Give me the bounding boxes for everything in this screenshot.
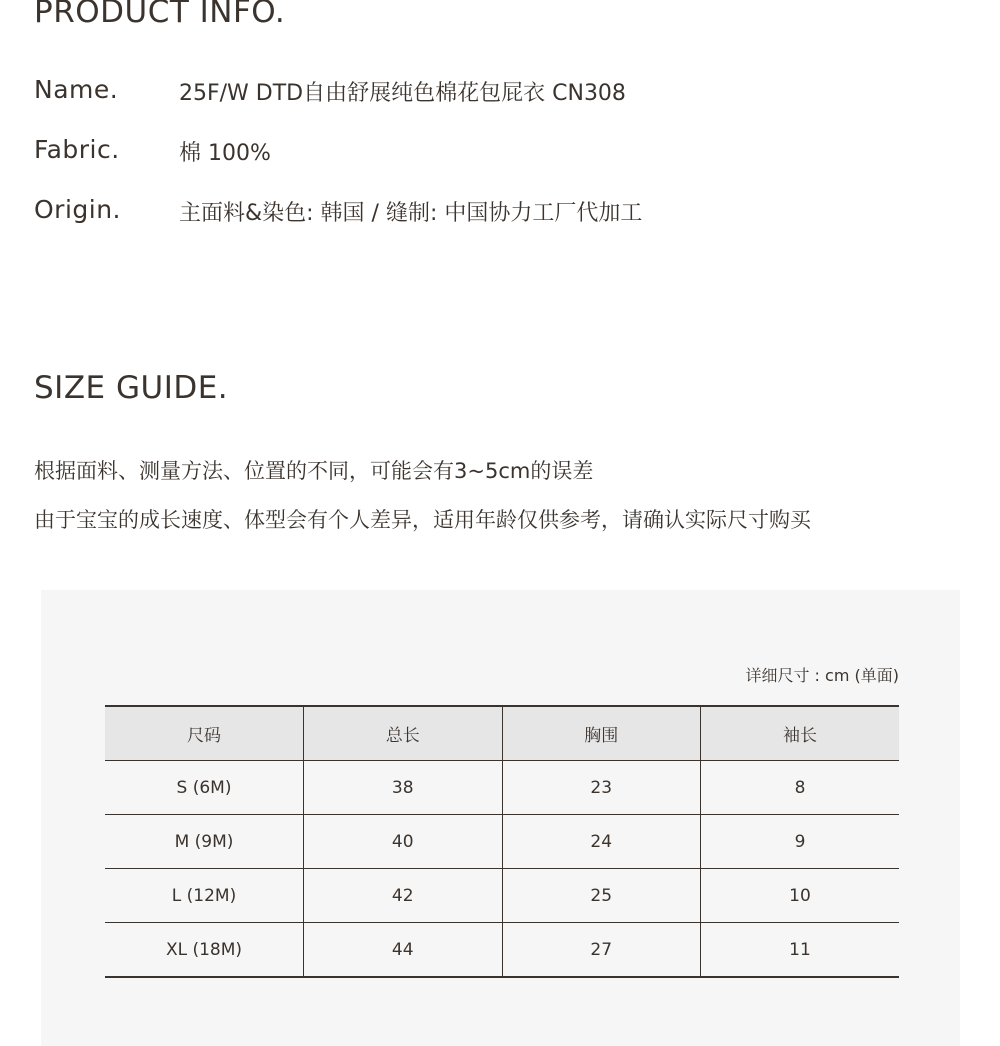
table-row [105,869,899,923]
chest-cell: 24 [502,815,701,869]
sleeve-length-cell: 10 [701,869,900,923]
sleeve-length-cell: 9 [701,815,900,869]
total-length-cell: 44 [304,923,503,978]
table-row [105,815,899,869]
size-table-header-row [105,706,899,761]
size-chart-panel [41,590,960,1046]
product-name-label: Name. [34,75,119,104]
header-sleeve-length: 袖长 [701,706,900,761]
product-fabric-value: 棉 100% [179,141,271,166]
product-origin-value: 主面料&染色: 韩国 / 缝制: 中国协力工厂代加工 [179,201,643,226]
product-name-value: 25F/W DTD自由舒展纯色棉花包屁衣 CN308 [179,81,626,106]
product-info-title: PRODUCT INFO. [34,0,286,30]
size-cell: L (12M) [105,869,304,923]
table-row [105,761,899,815]
size-cell: XL (18M) [105,923,304,978]
age-reference-notice: 由于宝宝的成长速度、体型会有个人差异，适用年龄仅供参考，请确认实际尺寸购买 [34,508,811,532]
measurement-error-notice: 根据面料、测量方法、位置的不同，可能会有3~5cm的误差 [34,459,594,483]
product-origin-row [34,195,934,231]
sleeve-length-cell: 8 [701,761,900,815]
product-origin-label: Origin. [34,195,122,224]
total-length-cell: 40 [304,815,503,869]
sleeve-length-cell: 11 [701,923,900,978]
chest-cell: 27 [502,923,701,978]
size-guide-title: SIZE GUIDE. [34,370,229,406]
size-table [105,705,899,978]
chest-cell: 23 [502,761,701,815]
header-chest: 胸围 [502,706,701,761]
total-length-cell: 38 [304,761,503,815]
header-total-length: 总长 [304,706,503,761]
size-cell: S (6M) [176,777,232,798]
chest-cell: 25 [502,869,701,923]
product-fabric-row [34,135,934,171]
total-length-cell: 42 [304,869,503,923]
size-unit-note: 详细尺寸 : cm (单面) [745,666,899,685]
size-cell: M (9M) [105,815,304,869]
product-fabric-label: Fabric. [34,135,120,164]
header-size: 尺码 [105,706,304,761]
product-name-row [34,75,934,111]
table-row [105,923,899,978]
